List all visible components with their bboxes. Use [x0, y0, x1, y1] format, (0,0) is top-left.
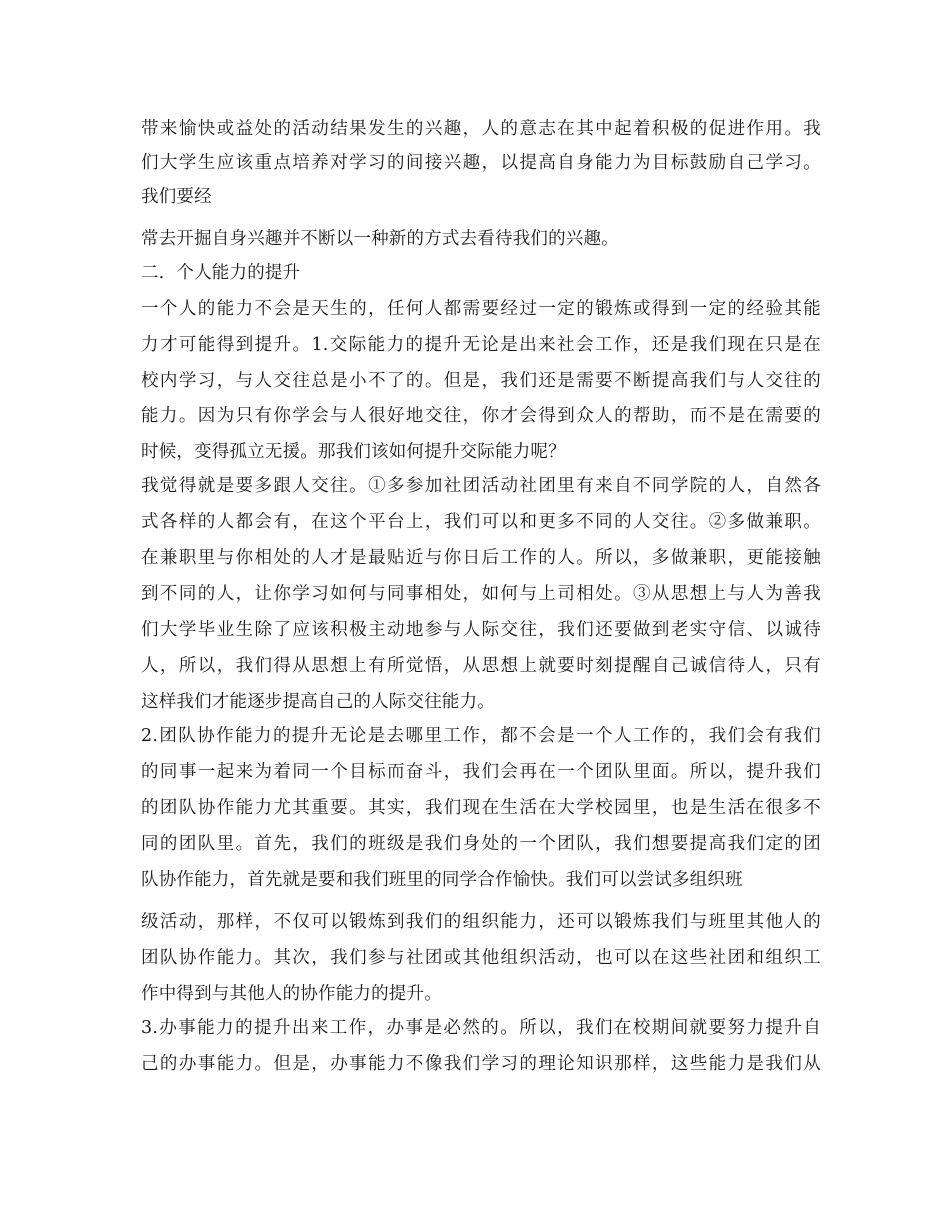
text-line: 3.办事能力的提升出来工作，办事是必然的。所以，我们在校期间就要努力提升自: [141, 1018, 821, 1038]
text-line: 们大学生应该重点培养对学习的间接兴趣，以提高自身能力为目标鼓励自己学习。: [141, 153, 821, 173]
text-line: 己的办事能力。但是，办事能力不像我们学习的理论知识那样，这些能力是我们从: [141, 1054, 821, 1074]
text-line: 们大学毕业生除了应该积极主动地参与人际交往，我们还要做到老实守信、以诚待: [141, 620, 821, 640]
text-line: 的团队协作能力尤其重要。其实，我们现在生活在大学校园里，也是生活在很多不: [141, 798, 821, 818]
text-line: 带来愉快或益处的活动结果发生的兴趣，人的意志在其中起着积极的促进作用。我: [141, 119, 821, 139]
text-line: 级活动，那样，不仅可以锻炼到我们的组织能力，还可以锻炼我们与班里其他人的: [141, 912, 821, 932]
section-heading: 二．个人能力的提升: [141, 263, 301, 283]
text-line: 人，所以，我们得从思想上有所觉悟，从思想上就要时刻提醒自己诚信待人，只有: [141, 656, 821, 676]
text-line: 校内学习，与人交往总是小不了的。但是，我们还是需要不断提高我们与人交往的: [141, 371, 821, 391]
text-line: 能力。因为只有你学会与人很好地交往，你才会得到众人的帮助，而不是在需要的: [141, 406, 821, 426]
text-line: 作中得到与其他人的协作能力的提升。: [141, 984, 442, 1004]
text-line: 常去开掘自身兴趣并不断以一种新的方式去看待我们的兴趣。: [141, 229, 619, 249]
text-line: 我觉得就是要多跟人交往。①多参加社团活动社团里有来自不同学院的人，自然各: [141, 476, 821, 496]
text-line: 这样我们才能逐步提高自己的人际交往能力。: [141, 692, 495, 712]
text-line: 时候，变得孤立无援。那我们该如何提升交际能力呢？: [141, 442, 566, 462]
text-line: 同的团队里。首先，我们的班级是我们身处的一个团队，我们想要提高我们定的团: [141, 834, 821, 854]
text-line: 的同事一起来为着同一个目标而奋斗，我们会再在一个团队里面。所以，提升我们: [141, 762, 821, 782]
text-line: 在兼职里与你相处的人才是最贴近与你日后工作的人。所以，多做兼职，更能接触: [141, 548, 821, 568]
text-line: 2.团队协作能力的提升无论是去哪里工作，都不会是一个人工作的，我们会有我们: [141, 726, 821, 746]
text-line: 团队协作能力。其次，我们参与社团或其他组织活动，也可以在这些社团和组织工: [141, 948, 821, 968]
text-line: 到不同的人，让你学习如何与同事相处，如何与上司相处。③从思想上与人为善我: [141, 584, 821, 604]
text-line: 我们要经: [141, 187, 212, 207]
text-line: 一个人的能力不会是天生的，任何人都需要经过一定的锻炼或得到一定的经验其能: [141, 299, 821, 319]
text-line: 式各样的人都会有，在这个平台上，我们可以和更多不同的人交往。②多做兼职。: [141, 512, 821, 532]
text-line: 力才可能得到提升。1.交际能力的提升无论是出来社会工作，还是我们现在只是在: [141, 335, 821, 355]
text-line: 队协作能力，首先就是要和我们班里的同学合作愉快。我们可以尝试多组织班: [141, 870, 743, 890]
